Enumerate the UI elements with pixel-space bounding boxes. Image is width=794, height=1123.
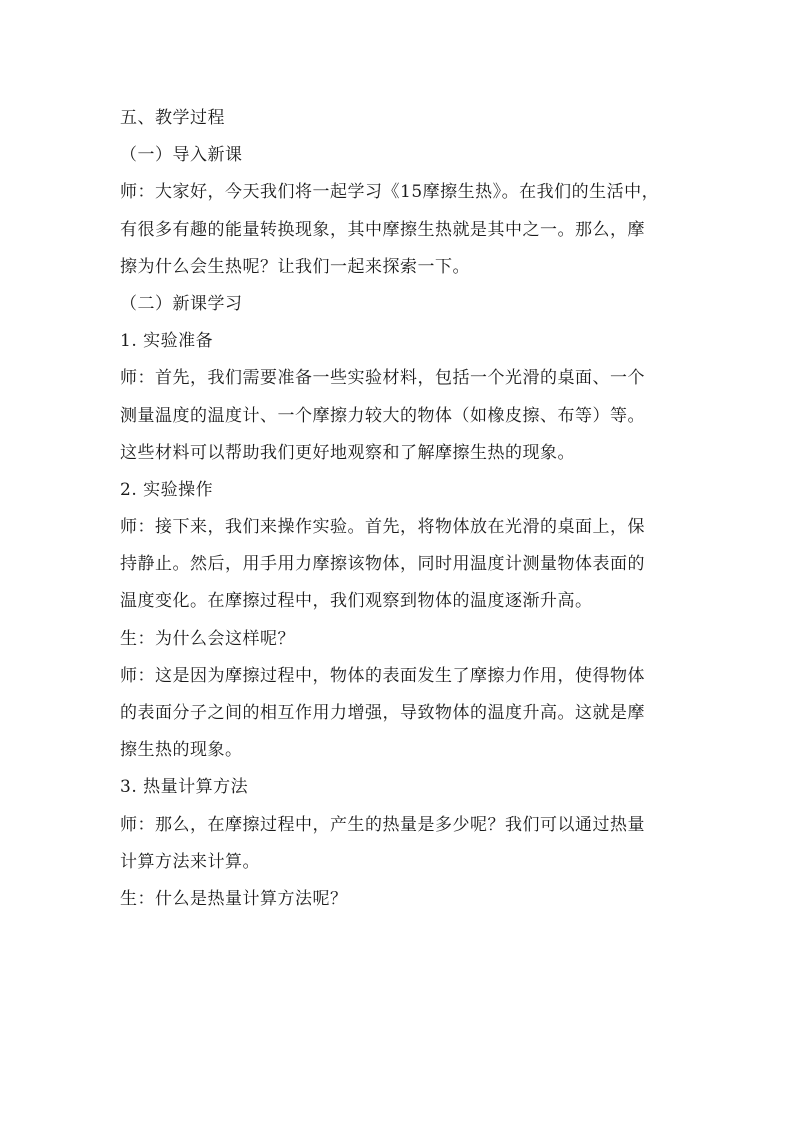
section-heading: 五、教学过程 xyxy=(120,108,225,128)
paragraph-line: 持静止。然后，用手用力摩擦该物体，同时用温度计测量物体表面的 xyxy=(120,554,645,575)
paragraph-line: 温度变化。在摩擦过程中，我们观察到物体的温度逐渐升高。 xyxy=(120,591,593,612)
paragraph-line: 计算方法来计算。 xyxy=(120,851,260,872)
paragraph-line: 擦为什么会生热呢？让我们一起来探索一下。 xyxy=(120,256,470,277)
paragraph-line: 师：首先，我们需要准备一些实验材料，包括一个光滑的桌面、一个 xyxy=(120,368,645,389)
numbered-heading: 3. 热量计算方法 xyxy=(120,777,249,798)
dialogue-line: 生：为什么会这样呢？ xyxy=(120,628,295,649)
numbered-heading: 2. 实验操作 xyxy=(120,479,214,500)
document-body xyxy=(120,100,686,918)
paragraph-line: 测量温度的温度计、一个摩擦力较大的物体（如橡皮擦、布等）等。 xyxy=(120,405,645,426)
paragraph-line: 擦生热的现象。 xyxy=(120,740,243,761)
paragraph-line: 有很多有趣的能量转换现象，其中摩擦生热就是其中之一。那么，摩 xyxy=(120,219,645,240)
paragraph-line: 师：这是因为摩擦过程中，物体的表面发生了摩擦力作用，使得物体 xyxy=(120,665,645,686)
paragraph-line: 师：接下来，我们来操作实验。首先，将物体放在光滑的桌面上，保 xyxy=(120,517,645,538)
paragraph-line: 的表面分子之间的相互作用力增强，导致物体的温度升高。这就是摩 xyxy=(120,703,645,723)
subsection-heading: （二）新课学习 xyxy=(120,293,243,314)
paragraph-line: 这些材料可以帮助我们更好地观察和了解摩擦生热的现象。 xyxy=(120,442,575,463)
paragraph-line: 师：那么，在摩擦过程中，产生的热量是多少呢？我们可以通过热量 xyxy=(120,814,645,835)
subsection-heading: （一）导入新课 xyxy=(120,145,243,166)
paragraph-line: 师：大家好，今天我们将一起学习《15摩擦生热》。在我们的生活中， xyxy=(120,182,660,203)
dialogue-line: 生：什么是热量计算方法呢？ xyxy=(120,888,348,909)
numbered-heading: 1. 实验准备 xyxy=(120,331,214,352)
